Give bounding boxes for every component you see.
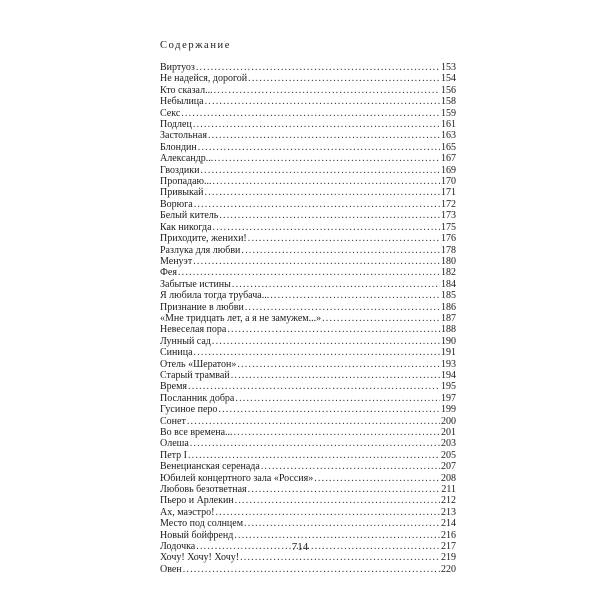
dot-leader — [213, 222, 440, 233]
toc-entry-page: 185 — [441, 290, 456, 302]
toc-entry-title: Белый китель — [160, 210, 219, 222]
dot-leader — [194, 347, 440, 358]
dot-leader — [214, 153, 440, 164]
toc-entry-title: Новый бойфренд — [160, 529, 234, 541]
toc-entry-page: 182 — [441, 267, 456, 279]
toc-entry — [160, 438, 456, 449]
toc-entry — [160, 119, 456, 130]
toc-entry-title: Разлука для любви — [160, 244, 241, 256]
toc-entry-page: 201 — [441, 427, 456, 438]
section-header: Содержание — [160, 40, 232, 51]
toc-entry — [160, 279, 456, 290]
toc-entry-title: Ах, маэстро! — [160, 506, 215, 518]
dot-leader — [212, 336, 440, 347]
toc-entry-page: 172 — [441, 198, 456, 210]
toc-entry-page: 154 — [441, 73, 456, 85]
toc-entry-page: 153 — [441, 62, 456, 73]
dot-leader — [218, 404, 440, 415]
toc-entry-title: Застольная — [160, 130, 207, 142]
toc-entry-title: Сонет — [160, 415, 186, 427]
dot-leader — [234, 530, 440, 541]
toc-entry — [160, 210, 456, 221]
toc-entry — [160, 142, 456, 153]
dot-leader — [248, 484, 441, 495]
dot-leader — [314, 473, 440, 484]
toc-entry — [160, 404, 456, 415]
toc-entry — [160, 130, 456, 141]
toc-entry — [160, 176, 456, 187]
dot-leader — [234, 427, 440, 438]
toc-entry-page: 184 — [441, 278, 456, 290]
toc-entry-page: 161 — [441, 119, 456, 131]
dot-leader — [193, 119, 440, 130]
toc-entry-title: Ворюга — [160, 198, 193, 210]
dot-leader — [232, 279, 440, 290]
toc-entry-title: Юбилей концертного зала «Россия» — [160, 472, 314, 484]
toc-entry-title: Во все времена... — [160, 427, 233, 438]
toc-entry-page: 200 — [441, 415, 456, 427]
toc-entry-page: 213 — [441, 506, 456, 518]
toc-entry-page: 214 — [441, 518, 456, 530]
toc-entry-title: Пропадаю... — [160, 176, 212, 188]
toc-entry — [160, 370, 456, 381]
toc-entry-title: «Мне тридцать лет, а я не замужем...» — [160, 312, 322, 324]
toc-entry-page: 187 — [441, 312, 456, 324]
toc-entry-title: Лодочка — [160, 541, 196, 553]
dot-leader — [248, 73, 440, 84]
toc-entry-title: Небылица — [160, 96, 204, 108]
toc-entry — [160, 256, 456, 267]
toc-entry-title: Секс — [160, 107, 181, 119]
toc-entry-title: Менуэт — [160, 255, 193, 267]
toc-entry-page: 163 — [441, 130, 456, 142]
toc-entry-page: 197 — [441, 392, 456, 404]
toc-entry-title: Невеселая пора — [160, 324, 227, 336]
toc-entry-page: 159 — [441, 107, 456, 119]
dot-leader — [261, 461, 440, 472]
toc-entry-title: Забытые истины — [160, 278, 231, 290]
toc-entry-page: 158 — [441, 96, 456, 108]
toc-entry-title: Хочу! Хочу! Хочу! — [160, 552, 240, 564]
toc-entry-page: 175 — [441, 221, 456, 233]
toc-entry — [160, 96, 456, 107]
toc-entry — [160, 324, 456, 335]
dot-leader — [237, 359, 440, 370]
dot-leader — [231, 370, 440, 381]
toc-entry — [160, 484, 456, 495]
dot-leader — [194, 199, 440, 210]
toc-entry-title: Посланник добра — [160, 392, 235, 404]
toc-entry-page: 199 — [441, 404, 456, 416]
toc-entry-title: Подлец — [160, 119, 192, 131]
toc-entry-title: Синица — [160, 347, 193, 359]
toc-entry — [160, 518, 456, 529]
dot-leader — [322, 313, 440, 324]
toc-entry — [160, 530, 456, 541]
toc-entry-page: 207 — [441, 461, 456, 473]
toc-entry — [160, 73, 456, 84]
dot-leader — [205, 96, 440, 107]
toc-entry — [160, 427, 456, 438]
toc-entry-page: 220 — [441, 563, 456, 575]
page-number: 714 — [291, 541, 309, 553]
toc-entry-page: 156 — [441, 84, 456, 96]
toc-entry-page: 195 — [441, 381, 456, 393]
dot-leader — [248, 233, 440, 244]
toc-entry-title: Я любила тогда трубача... — [160, 290, 270, 302]
toc-entry-title: Александр... — [160, 153, 214, 165]
toc-entry — [160, 245, 456, 256]
dot-leader — [244, 518, 440, 529]
toc-entry-title: Овен — [160, 563, 182, 575]
dot-leader — [240, 552, 440, 563]
toc-entry-title: Как никогда — [160, 221, 212, 233]
toc-entry-title: Любовь безответная — [160, 484, 247, 496]
toc-entry-title: Время — [160, 381, 188, 393]
toc-entry-title: Пьеро и Арлекин — [160, 495, 234, 507]
toc-entry — [160, 393, 456, 404]
toc-entry — [160, 62, 456, 73]
dot-leader — [181, 108, 440, 119]
dot-leader — [188, 450, 440, 461]
toc-entry-page: 203 — [441, 438, 456, 450]
toc-entry-title: Гвоздики — [160, 164, 200, 176]
toc-entry-page: 217 — [441, 541, 456, 553]
toc-entry-title: Старый трамвай — [160, 369, 230, 381]
toc-entry — [160, 347, 456, 358]
toc-entry-page: 170 — [441, 176, 456, 188]
toc-entry-title: Петр I — [160, 449, 187, 461]
toc-entry — [160, 381, 456, 392]
toc-entry — [160, 359, 456, 370]
dot-leader — [208, 130, 440, 141]
toc-entry — [160, 461, 456, 472]
toc-entry — [160, 233, 456, 244]
toc-entry-page: 211 — [441, 484, 456, 496]
toc-entry — [160, 85, 456, 96]
toc-entry-title: Фея — [160, 267, 177, 279]
dot-leader — [198, 142, 440, 153]
dot-leader — [235, 495, 440, 506]
toc-entry — [160, 313, 456, 324]
toc-entry-page: 171 — [441, 187, 456, 199]
dot-leader — [227, 324, 440, 335]
toc-entry-title: Отель «Шератон» — [160, 358, 237, 370]
toc-entry-title: Блондин — [160, 141, 197, 153]
dot-leader — [235, 393, 440, 404]
toc-entry-page: 194 — [441, 369, 456, 381]
dot-leader — [213, 176, 440, 187]
toc-entry-page: 165 — [441, 141, 456, 153]
toc-entry-page: 186 — [441, 301, 456, 313]
toc-entry-page: 190 — [441, 335, 456, 347]
toc-entry — [160, 473, 456, 484]
toc-entry — [160, 495, 456, 506]
toc-entry-title: Приходите, женихи! — [160, 233, 247, 245]
dot-leader — [245, 302, 440, 313]
toc-entry-page: 193 — [441, 358, 456, 370]
dot-leader — [183, 564, 440, 575]
toc-entry — [160, 507, 456, 518]
dot-leader — [200, 165, 440, 176]
toc-entry — [160, 187, 456, 198]
dot-leader — [196, 62, 440, 73]
toc-entry-title: Признание в любви — [160, 301, 244, 313]
toc-entry-title: Гусиное перо — [160, 404, 218, 416]
dot-leader — [187, 416, 440, 427]
toc-entry-page: 176 — [441, 233, 456, 245]
toc-entry-page: 169 — [441, 164, 456, 176]
toc-entry-page: 188 — [441, 324, 456, 336]
table-of-contents — [160, 62, 456, 575]
toc-entry — [160, 416, 456, 427]
toc-entry — [160, 267, 456, 278]
toc-entry-title: Лунный сад — [160, 335, 211, 347]
toc-entry-page: 191 — [441, 347, 456, 359]
toc-entry — [160, 302, 456, 313]
toc-entry-page: 180 — [441, 255, 456, 267]
toc-entry-title: Кто сказал... — [160, 84, 213, 96]
toc-entry — [160, 552, 456, 563]
toc-entry-page: 219 — [441, 552, 456, 564]
dot-leader — [214, 85, 440, 96]
dot-leader — [241, 245, 440, 256]
dot-leader — [193, 256, 440, 267]
toc-entry-title: Виртуоз — [160, 62, 195, 73]
toc-entry-page: 178 — [441, 244, 456, 256]
toc-entry-page: 173 — [441, 210, 456, 222]
dot-leader — [188, 381, 440, 392]
toc-entry-page: 205 — [441, 449, 456, 461]
toc-entry-title: Олеша — [160, 438, 189, 450]
dot-leader — [215, 507, 440, 518]
toc-entry-page: 208 — [441, 472, 456, 484]
toc-entry — [160, 165, 456, 176]
toc-entry-page: 167 — [441, 153, 456, 165]
toc-entry — [160, 564, 456, 575]
toc-entry-title: Не надейся, дорогой — [160, 73, 248, 85]
toc-entry — [160, 222, 456, 233]
dot-leader — [219, 210, 440, 221]
toc-entry — [160, 199, 456, 210]
dot-leader — [270, 290, 440, 301]
toc-entry-title: Место под солнцем — [160, 518, 244, 530]
toc-entry — [160, 450, 456, 461]
toc-entry-title: Привыкай — [160, 187, 204, 199]
toc-entry-page: 216 — [441, 529, 456, 541]
dot-leader — [178, 267, 440, 278]
toc-entry — [160, 336, 456, 347]
toc-entry-title: Венецианская серенада — [160, 461, 260, 473]
toc-entry — [160, 153, 456, 164]
toc-entry — [160, 290, 456, 301]
toc-entry-page: 212 — [441, 495, 456, 507]
toc-entry — [160, 108, 456, 119]
dot-leader — [205, 187, 440, 198]
dot-leader — [190, 438, 440, 449]
